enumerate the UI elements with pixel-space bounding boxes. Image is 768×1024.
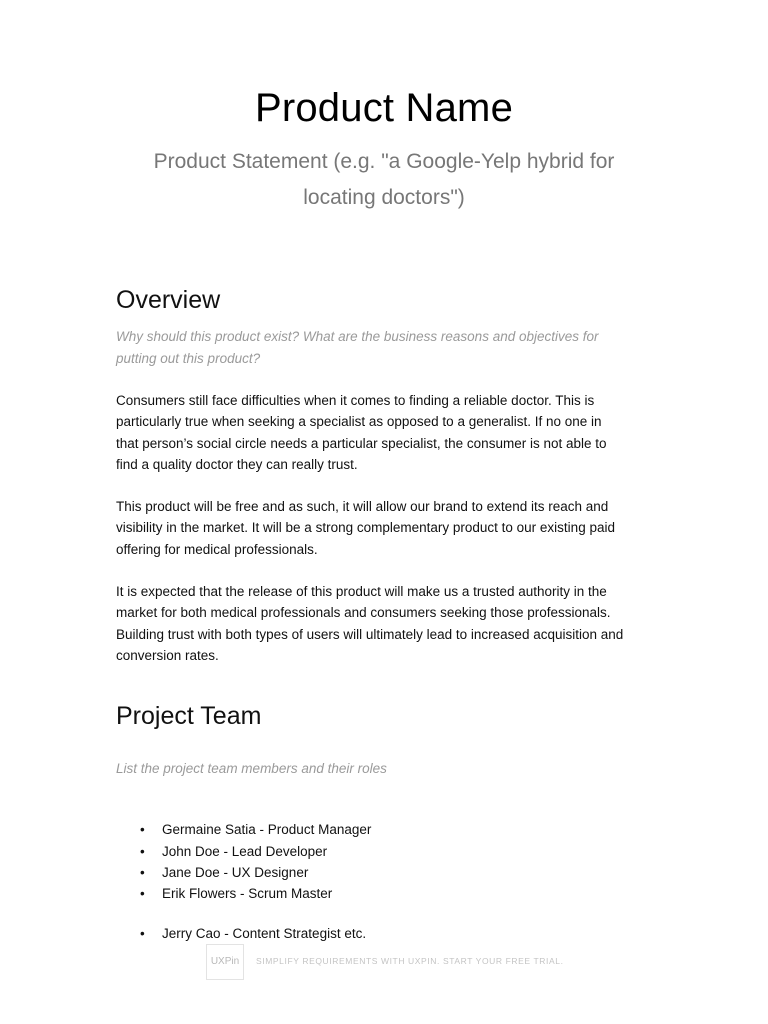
overview-hint-line: Why should this product exist? What are the business reasons and objectives for — [116, 329, 599, 344]
project-team-hint: List the project team members and their roles — [116, 761, 387, 776]
uxpin-logo[interactable]: UXPin — [206, 944, 244, 980]
product-statement — [100, 144, 668, 216]
paragraph-line: It is expected that the release of this product will make us a trusted authority in the — [116, 584, 607, 599]
team-member: Erik Flowers - Scrum Master — [162, 886, 333, 901]
paragraph-line: This product will be free and as such, it will allow our brand to extend its reach and — [116, 499, 609, 514]
team-member: John Doe - Lead Developer — [162, 844, 328, 859]
bullet-icon: • — [140, 886, 145, 901]
bullet-icon: • — [140, 865, 145, 880]
paragraph-line: find a quality doctor they can really trust. — [116, 456, 358, 472]
overview-paragraph-1 — [116, 390, 661, 475]
product-statement-line: Product Statement (e.g. "a Google-Yelp hybrid for — [153, 150, 615, 173]
overview-paragraph-2 — [116, 496, 661, 560]
paragraph-line: market for both medical professionals and consumers seeking those professionals. — [116, 605, 611, 621]
bullet-icon: • — [140, 822, 145, 837]
paragraph-line: particularly true when seeking a specialist as opposed to a generalist. If no one in — [116, 414, 602, 430]
paragraph-line: that person’s social circle needs a particular specialist, the consumer is not able to — [116, 435, 607, 451]
team-member: Jerry Cao - Content Strategist etc. — [162, 926, 367, 941]
free-trial-link[interactable]: SIMPLIFY REQUIREMENTS WITH UXPIN. START YOUR FREE TRIAL. — [256, 956, 564, 966]
paragraph-line: conversion rates. — [116, 647, 219, 663]
paragraph-line: Building trust with both types of users will ultimately lead to increased acquisition and — [116, 626, 624, 642]
paragraph-line: visibility in the market. It will be a strong complementary product to our existing paid — [116, 520, 615, 536]
team-member: Germaine Satia - Product Manager — [162, 822, 372, 837]
team-member: Jane Doe - UX Designer — [162, 865, 309, 880]
bullet-icon: • — [140, 926, 145, 941]
bullet-icon: • — [140, 844, 145, 859]
project-team-heading: Project Team — [116, 702, 262, 730]
paragraph-line: offering for medical professionals. — [116, 541, 318, 557]
product-statement-line: locating doctors") — [303, 186, 465, 209]
overview-heading: Overview — [116, 286, 221, 314]
overview-hint — [116, 326, 656, 369]
paragraph-line: Consumers still face difficulties when it comes to finding a reliable doctor. This is — [116, 393, 595, 408]
page-title: Product Name — [254, 86, 514, 130]
overview-paragraph-3 — [116, 581, 661, 666]
overview-hint-line: putting out this product? — [116, 350, 261, 366]
